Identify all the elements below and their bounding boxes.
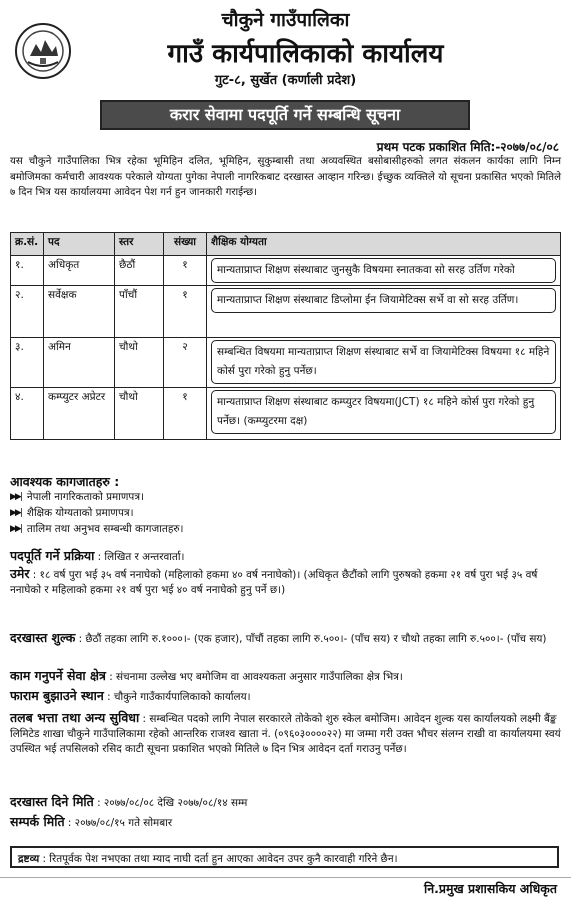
signatory-title: नि.प्रमुख प्रशासकिय अधिकृत: [423, 881, 557, 896]
cell-post: सर्वेक्षक: [44, 286, 115, 338]
age-text: : १८ वर्ष पुरा भई ३५ वर्ष ननाघेको (महिलाको हकमा ४० वर्ष ननाघेको)। (अधिकृत छैटौंको लागि पुरुषको हकमा २१ वर्ष पुरा भई ३५ वर्ष ननाघेको र महिलाको हकमा २१ वर्ष पुरा भई ४० वर्ष ननाघेको हुनु पर्ने छ।): [10, 569, 538, 596]
list-item: [10, 506, 561, 521]
table-row: [11, 338, 561, 388]
cell-qualification: [207, 256, 561, 286]
cell-post: कम्प्युटर अप्रेटर: [44, 388, 115, 440]
cell-sn: ४.: [11, 388, 44, 440]
list-item: [10, 522, 561, 537]
salary-text: : सम्बन्धित पदको लागि नेपाल सरकारले तोकेको शुरु स्केल बमोजिम। आवेदन शुल्क यस कार्यालयको लक्ष्मी बैंङ्क लिमिटेड शाखा चौकुने गाउँपालिकामा रहेको आन्तरिक राजश्व खाता नं. (०९६०३००००२२) मा जम्मा गरी उक्त भौचर संलग्न राखी वा कार्यालयमा स्वयं उपस्थित भई तपसिलको रसिद काटी सूचना प्रकाशित भएको मितिले ७ दिन भित्र आवेदन दर्ता गराउनु पर्नेछ।: [10, 713, 561, 755]
document-item-text: शैक्षिक योग्यताको प्रमाणपत्र।: [26, 507, 134, 519]
documents-heading: आवश्यक कागजातहरु :: [10, 474, 120, 489]
double-arrow-icon: ▶▶|: [10, 524, 21, 534]
col-header-level: स्तर: [115, 233, 164, 256]
table-row: [11, 256, 561, 286]
salary-section: [10, 710, 561, 757]
cell-count: १: [164, 256, 207, 286]
col-header-sn: क्र.सं.: [11, 233, 44, 256]
workplace-text: : संचनामा उल्लेख भए बमोजिम वा आवश्यकता अनुसार गाउँपालिका क्षेत्र भित्र।: [105, 671, 403, 683]
table-header-row: [11, 233, 561, 256]
intro-paragraph: यस चौकुने गाउँपालिका भित्र रहेका भूमिहिन दलित, भूमिहिन, सुकुम्बासी तथा अव्यवस्थित बसोबासीहरुको लगत संकलन कार्यका लागि निम्न बमोजिमका कर्मचारी आवश्यक परेकाले योग्यता पुगेका नेपाली नागरिकबाट दरखास्त आव्हान गरिन्छ। ईच्छुक व्यक्तिले यो सूचना प्रकासित भएको मितिले ७ दिन भित्र यस कार्यालयमा आवेदन पेश गर्न हुन जानकारी गराईन्छ।: [10, 156, 561, 198]
cell-level: छैठौं: [115, 256, 164, 286]
cell-qualification: [207, 388, 561, 440]
note-label: द्रष्टव्य: [18, 853, 40, 865]
qualification-box: सम्बन्धित विषयमा मान्यताप्राप्त शिक्षण संस्थाबाट सर्भे वा जियामेटिक्स विषयमा १८ महिने कोर्स पुरा गरेको हुनु पर्नेछ।: [211, 340, 556, 384]
age-section: [10, 566, 561, 598]
cell-qualification: [207, 338, 561, 388]
cell-sn: १.: [11, 256, 44, 286]
office-address: गुट-८, सुर्खेत (कर्णाली प्रदेश): [214, 73, 357, 88]
contact-text: : २०७७/०८/१५ गते सोमबार: [64, 817, 173, 829]
qualification-box: मान्यताप्राप्त शिक्षण संस्थाबाट कम्प्युटर विषयमा(JCT) १८ महिने कोर्स पुरा गरेको हुनु पर्नेछ। (कम्प्युटरमा दक्ष): [211, 390, 556, 434]
fee-section: [10, 630, 561, 647]
fee-text: : छैठौं तहका लागि रु.१०००।- (एक हजार), पाँचौं तहका लागि रु.५००।- (पाँच सय) र चौथो तहका लागि रु.५००।- (पाँच सय): [75, 633, 547, 645]
document-item-text: नेपाली नागरिकताको प्रमाणपत्र।: [26, 491, 144, 503]
cell-level: चौथो: [115, 388, 164, 440]
publish-date: प्रथम पटक प्रकाशित मिति:-२०७७/०८/०८: [376, 140, 559, 154]
col-header-count: संख्या: [164, 233, 207, 256]
form-place-label: फाराम बुझाउने स्थान: [10, 688, 104, 703]
process-label: पदपूर्ति गर्ने प्रक्रिया: [10, 548, 95, 563]
fee-label: दरखास्त शुल्क: [10, 630, 76, 645]
note-box: [10, 846, 559, 868]
workplace-label: काम गनुपर्ने सेवा क्षेत्र: [10, 668, 106, 683]
workplace-section: [10, 668, 561, 685]
process-section: [10, 548, 561, 565]
cell-count: २: [164, 338, 207, 388]
list-item: [10, 490, 561, 505]
documents-section: [10, 474, 561, 537]
age-label: उमेर: [10, 566, 30, 581]
cell-post: अमिन: [44, 338, 115, 388]
divider: [0, 877, 571, 878]
notice-title-banner: करार सेवामा पदपूर्ति गर्ने सम्बन्धि सूचना: [100, 100, 470, 130]
col-header-qualification: शैक्षिक योग्यता: [207, 233, 561, 256]
deadline-text: : २०७७/०८/०८ देखि २०७७/०८/१४ सम्म: [93, 797, 248, 809]
cell-count: १: [164, 388, 207, 440]
deadline-section: [10, 794, 561, 811]
vacancy-table: [10, 232, 561, 440]
cell-level: पाँचौं: [115, 286, 164, 338]
letterhead: [0, 0, 571, 100]
cell-count: १: [164, 286, 207, 338]
office-name: गाउँ कार्यपालिकाको कार्यालय: [167, 39, 444, 69]
qualification-box: मान्यताप्राप्त शिक्षण संस्थाबाट जुनसुकै विषयमा स्नातकवा सो सरह उर्तिण गरेको: [211, 258, 556, 283]
note-text: : रितपूर्वक पेश नभएका तथा म्याद नाघी दर्ता हुन आएका आवेदन उपर कुनै कारवाही गरिने छैन।: [39, 853, 398, 865]
municipality-name: चौकुने गाउँपालिका: [221, 9, 350, 31]
cell-post: अधिकृत: [44, 256, 115, 286]
form-place-section: [10, 688, 561, 705]
cell-sn: २.: [11, 286, 44, 338]
double-arrow-icon: ▶▶|: [10, 492, 21, 502]
form-place-text: : चौकुने गाउँकार्यपालिकाको कार्यालय।: [103, 691, 251, 703]
cell-level: चौथो: [115, 338, 164, 388]
double-arrow-icon: ▶▶|: [10, 508, 21, 518]
qualification-box: मान्यताप्राप्त शिक्षण संस्थाबाट डिप्लोमा ईन जियामेटिक्स सर्भे वा सो सरह उर्तिण।: [211, 288, 556, 313]
process-text: : लिखित र अन्तरवार्ता।: [94, 551, 185, 563]
col-header-post: पद: [44, 233, 115, 256]
contact-section: [10, 814, 561, 831]
salary-label: तलब भत्ता तथा अन्य सुविधा: [10, 710, 140, 725]
table-row: [11, 286, 561, 338]
table-row: [11, 388, 561, 440]
cell-qualification: [207, 286, 561, 338]
cell-sn: ३.: [11, 338, 44, 388]
contact-label: सम्पर्क मिति: [10, 814, 65, 829]
document-item-text: तालिम तथा अनुभव सम्बन्धी कागजातहरु।: [26, 523, 184, 535]
deadline-label: दरखास्त दिने मिति: [10, 794, 94, 809]
